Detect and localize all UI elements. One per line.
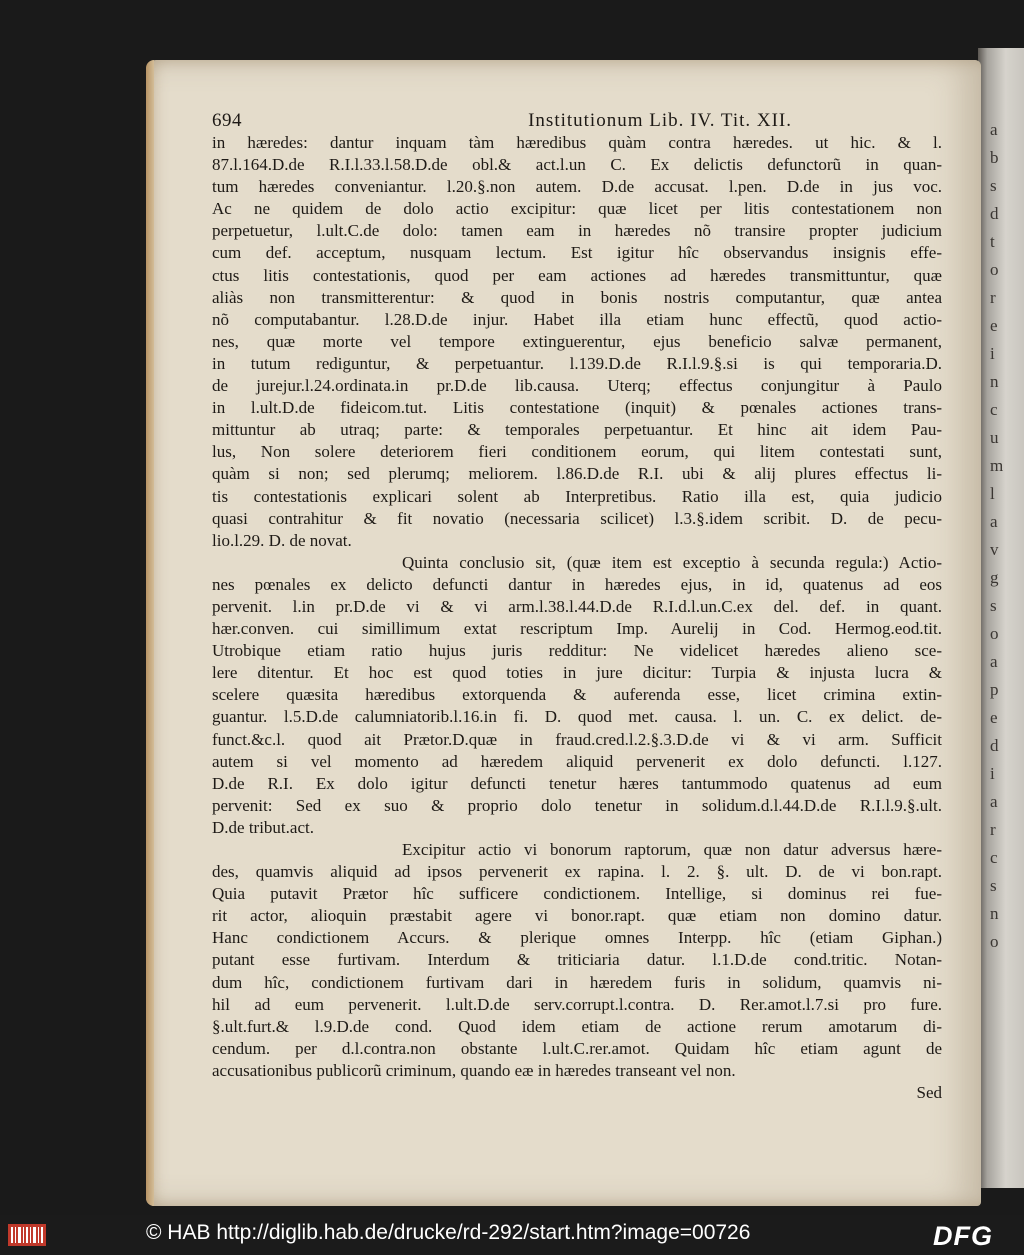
text-line: pervenit: Sed ex suo & proprio dolo tenetur in solidum.d.l.44.D.de R.I.l.9.§.ult. [212,795,942,815]
next-page-fragment: a [990,792,998,811]
next-page-fragment: o [990,260,999,279]
next-page-fragment: v [990,540,999,559]
next-page-fragment: s [990,876,997,895]
next-page-fragment: a [990,120,998,139]
next-page-fragment: r [990,288,996,307]
text-line: des, quamvis aliquid ad ipsos pervenerit ex rapina. l. 2. §. ult. D. de vi bon.rapt. [212,862,942,882]
next-page-fragment: n [990,372,999,391]
text-line: tis contestationis explicari solent ab Interpretibus. Ratio illa est, quia judicio [212,486,942,506]
text-line: cum def. acceptum, nusquam lectum. Est igitur hîc observandus insignis effe- [212,243,942,263]
running-header [212,110,942,132]
paragraph-1 [212,132,942,552]
dfg-logo: DFG [933,1221,993,1251]
next-page-fragment: n [990,904,999,923]
page-text [212,110,942,1104]
text-line: Quinta conclusio sit, (quæ item est exceptio à secunda regula:) Actio- [402,552,942,572]
next-page-fragment: e [990,708,998,727]
text-line: lio.l.29. D. de novat. [212,530,352,550]
text-line: Utrobique etiam ratio hujus juris redditur: Ne videlicet hæredes alieno sce- [212,641,942,661]
text-line: ctus litis contestationis, quod per eam actiones ad hæredes transmittuntur, quæ [212,265,942,285]
text-line: Ac ne quidem de dolo actio excipitur: quæ licet per litis contestationem non [212,199,942,219]
paragraph-3 [212,839,942,1082]
next-page-edge [978,48,1024,1188]
next-page-fragment: d [990,736,999,755]
next-page-fragment: i [990,344,995,363]
next-page-fragment: a [990,512,998,531]
next-page-fragment: s [990,596,997,615]
text-line: 87.l.164.D.de R.I.l.33.l.58.D.de obl.& act.l.un C. Ex delictis defunctorũ in quan- [212,155,942,175]
next-page-fragment: o [990,932,999,951]
text-line: pervenit. l.in pr.D.de vi & vi arm.l.38.l.44.D.de R.I.d.l.un.C.ex del. def. in quant. [212,596,942,616]
text-line: §.ult.furt.& l.9.D.de cond. Quod idem etiam de actione rerum amotarum di- [212,1016,942,1036]
text-line: Hanc condictionem Accurs. & plerique omnes Interpp. hîc (etiam Giphan.) [212,928,942,948]
next-page-fragment: g [990,568,999,587]
text-line: aliàs non transmitterentur: & quod in bonis nostris computantur, quæ antea [212,287,942,307]
copyright-url[interactable]: © HAB http://diglib.hab.de/drucke/rd-292/start.htm?image=00726 [146,1221,751,1244]
text-line: Excipitur actio vi bonorum raptorum, quæ non datur adversus hære- [402,840,942,859]
text-line: accusationibus publicorũ criminum, quando eæ in hæredes transeant vel non. [212,1060,736,1080]
page-number: 694 [212,110,242,131]
hab-barcode-icon [8,1222,46,1248]
text-line: de jurejur.l.24.ordinata.in pr.D.de lib.causa. Uterq; effectus conjungitur à Paulo [212,376,942,396]
text-line: quàm si non; sed plerumq; meliorem. l.86.D.de R.I. ubi & alij plures effectus li- [212,464,942,484]
text-line: lus, Non solere deteriorem fieri conditionem eorum, qui litem contestati sunt, [212,442,942,462]
text-line: D.de tribut.act. [212,817,314,837]
paragraph-2 [212,552,942,839]
next-page-fragment: s [990,176,997,195]
text-line: nes, quæ morte vel tempore extinguerentur, ejus beneficio salvæ permanent, [212,331,942,351]
next-page-fragment: o [990,624,999,643]
running-title: Institutionum Lib. IV. Tit. XII. [528,110,792,131]
text-line: hil ad eum pervenerit. l.ult.D.de serv.corrupt.l.contra. D. Rer.amot.l.7.si pro fure. [212,994,942,1014]
text-line: in l.ult.D.de fideicom.tut. Litis contestatione (inquit) & pœnales actiones trans- [212,398,942,418]
next-page-fragment: i [990,764,995,783]
text-line: rit actor, alioquin præstabit agere vi bonor.rapt. quæ etiam non domino datur. [212,906,942,926]
next-page-fragment: b [990,148,999,167]
text-line: nes pœnales ex delicto defuncti dantur in hæredes ejus, in id, quatenus ad eos [212,574,942,594]
next-page-fragment: m [990,456,1004,475]
next-page-fragment: u [990,428,999,447]
next-page-fragment: c [990,400,998,419]
text-line: dum hîc, condictionem furtivam dari in hæredem furis in solidum, quamvis ni- [212,972,942,992]
next-page-fragment: r [990,820,996,839]
text-line: lere ditentur. Et hoc est quod toties in jure dicitur: Turpia & injusta lucra & [212,663,942,683]
page-left-edge [146,60,154,1206]
text-line: perpetuetur, l.ult.C.de dolo: tamen eam in hæredes nõ transire propter judicium [212,221,942,241]
text-line: Quia putavit Prætor hîc sufficere condictionem. Intellige, si dominus rei fue- [212,884,942,904]
text-line: funct.&c.l. quod ait Prætor.D.quæ in fraud.cred.l.2.§.3.D.de vi & vi arm. Sufficit [212,729,942,749]
catchword: Sed [916,1083,942,1103]
next-page-fragment: l [990,484,995,503]
text-line: cendum. per d.l.contra.non obstante l.ult.C.rer.amot. Quidam hîc etiam agunt de [212,1038,942,1058]
next-page-fragment: a [990,652,998,671]
text-line: D.de R.I. Ex dolo igitur defuncti tenetur hæres tantummodo quatenus ad eum [212,773,942,793]
text-line: tum hæredes conveniantur. l.20.§.non autem. D.de accusat. l.pen. D.de in jus voc. [212,177,942,197]
text-line: autem si vel momento ad hæredem aliquid pervenerit ex dolo defuncti. l.127. [212,751,942,771]
text-line: in hæredes: dantur inquam tàm hæredibus quàm contra hæredes. ut hic. & l. [212,133,942,152]
next-page-fragment: t [990,232,995,251]
text-line: putant esse furtivam. Interdum & triticiaria datur. l.1.D.de cond.tritic. Notan- [212,950,942,970]
text-line: hær.conven. cui simillimum extat rescriptum Imp. Aurelij in Cod. Hermog.eod.tit. [212,619,942,639]
next-page-fragment: p [990,680,999,699]
next-page-fragment: d [990,204,999,223]
text-line: nõ computabantur. l.28.D.de injur. Habet illa etiam hunc effectũ, quod actio- [212,309,942,329]
text-line: scelere quæsita hæredibus extorquenda & auferenda esse, licet crimina extin- [212,685,942,705]
footer-bar [0,1215,1024,1255]
next-page-fragment: e [990,316,998,335]
next-page-fragment: c [990,848,998,867]
text-line: mittuntur ab utraq; parte: & temporales perpetuantur. Et hinc ait idem Pau- [212,420,942,440]
text-line: quasi contrahitur & fit novatio (necessaria scilicet) l.3.§.idem scribit. D. de pecu- [212,508,942,528]
text-line: guantur. l.5.D.de calumniatorib.l.16.in fi. D. quod met. causa. l. un. C. ex delict. de- [212,707,942,727]
text-line: in tutum rediguntur, & perpetuantur. l.139.D.de R.I.l.9.§.si is qui temporaria.D. [212,353,942,373]
